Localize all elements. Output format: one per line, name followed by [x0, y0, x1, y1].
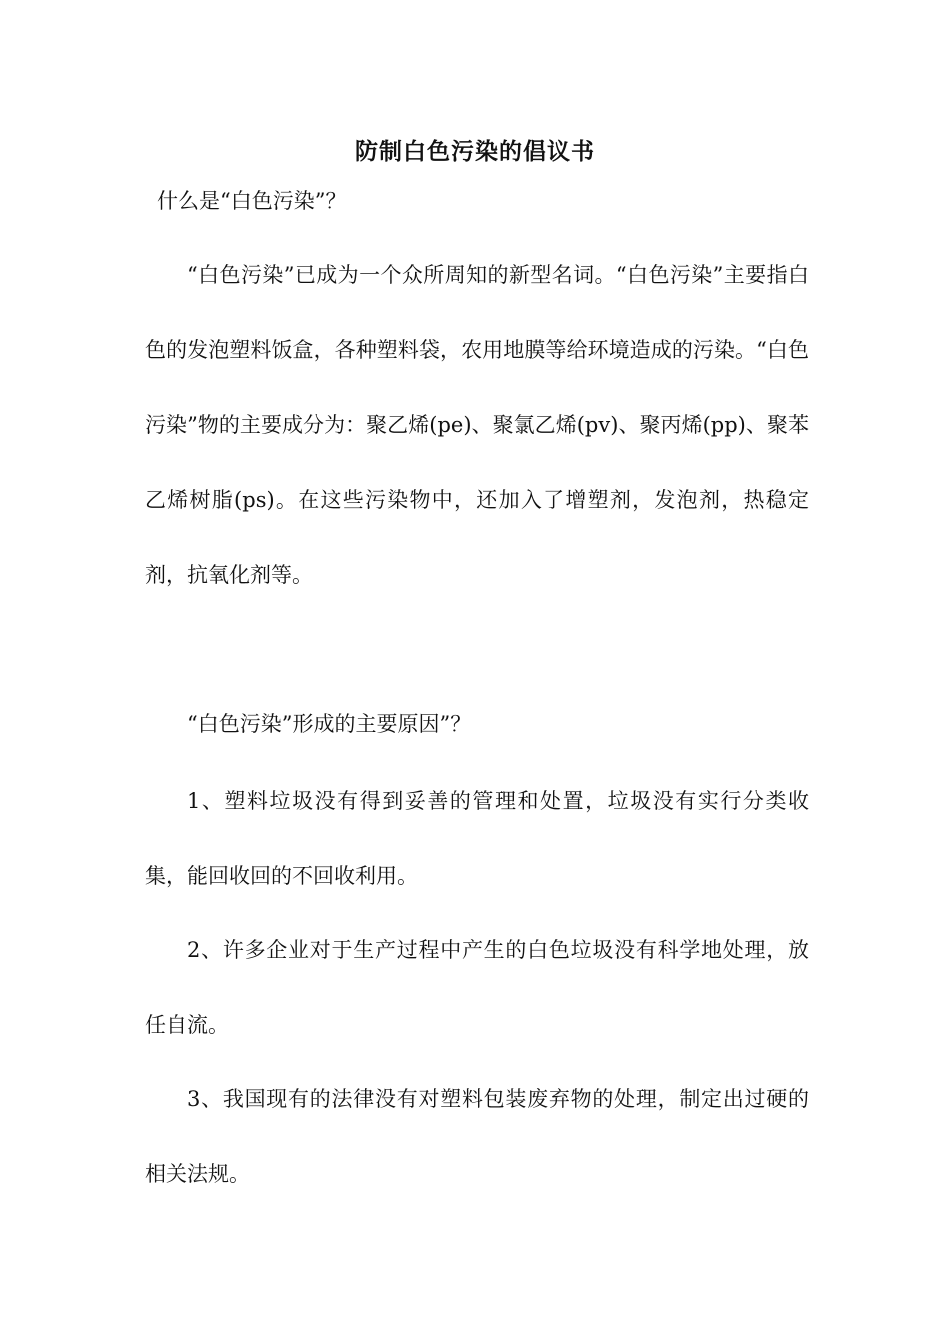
cause-item-2: 2、许多企业对于生产过程中产生的白色垃圾没有科学地处理，放任自流。 [145, 938, 809, 1037]
causes-heading: “白色污染”形成的主要原因”？ [187, 712, 472, 736]
paragraph-definition: “白色污染”已成为一个众所周知的新型名词。“白色污染”主要指白色的发泡塑料饭盒，各种塑料袋，农用地膜等给环境造成的污染。“白色污染”物的主要成分为：聚乙烯(pe)、聚氯乙烯(pv)、聚丙烯(pp)、聚苯乙烯树脂(ps)。在这些污染物中，还加入了增塑剂，发泡剂，热稳定剂，抗氧化剂等。 [145, 263, 809, 587]
subheading-what-is: 什么是“白色污染”？ [157, 189, 347, 213]
document-title: 防制白色污染的倡议书 [355, 139, 595, 165]
cause-item-1: 1、塑料垃圾没有得到妥善的管理和处置，垃圾没有实行分类收集，能回收回的不回收利用。 [145, 789, 809, 888]
cause-item-3: 3、我国现有的法律没有对塑料包装废弃物的处理，制定出过硬的相关法规。 [145, 1087, 809, 1186]
